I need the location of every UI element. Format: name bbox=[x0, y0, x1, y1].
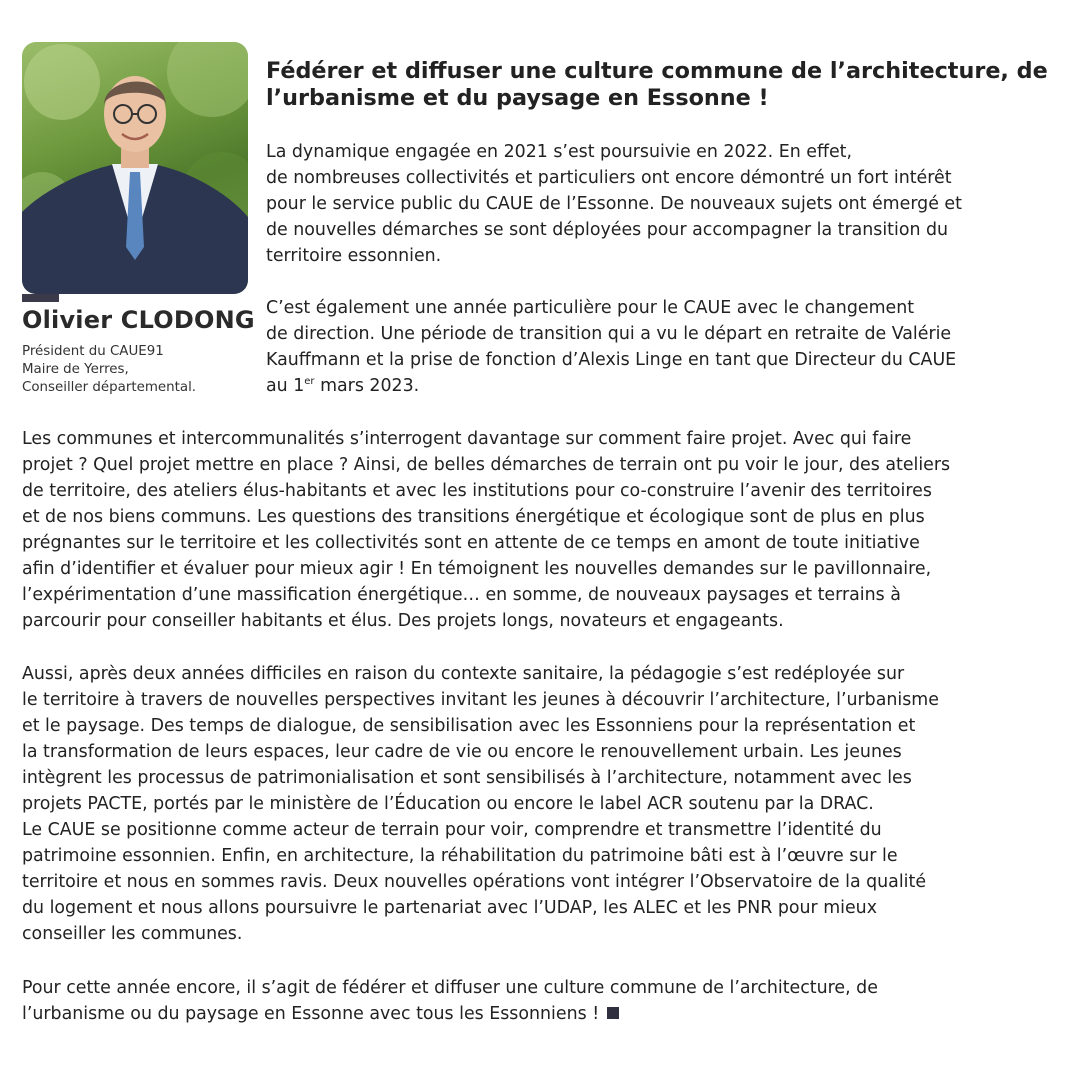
final-text: l’urbanisme ou du paysage en Essonne avec tous les Essonniens ! bbox=[22, 1004, 600, 1024]
text-line: afin d’identifier et évaluer pour mieux agir ! En témoignent les nouvelles demandes sur le pavillonnaire, bbox=[22, 559, 932, 579]
title-line: Fédérer et diffuser une culture commune de l’architecture, de bbox=[266, 58, 1048, 84]
body-paragraph-conclusion bbox=[22, 975, 878, 1027]
date-text: au 1 bbox=[266, 376, 305, 396]
text-line: de direction. Une période de transition qui a vu le départ en retraite de Valérie bbox=[266, 324, 952, 344]
text-line-final bbox=[22, 1001, 878, 1027]
date-ordinal-superscript: er bbox=[304, 376, 315, 387]
text-line: intègrent les processus de patrimonialisation et sont sensibilisés à l’architecture, notamment avec les bbox=[22, 768, 912, 788]
text-line: du logement et nous allons poursuivre le partenariat avec l’UDAP, les ALEC et les PNR pour mieux bbox=[22, 898, 877, 918]
text-line: de nouvelles démarches se sont déployées pour accompagner la transition du bbox=[266, 220, 949, 240]
text-line: La dynamique engagée en 2021 s’est poursuivie en 2022. En effet, bbox=[266, 142, 852, 162]
text-line: Le CAUE se positionne comme acteur de terrain pour voir, comprendre et transmettre l’identité du bbox=[22, 820, 882, 840]
date-text-rest: mars 2023. bbox=[314, 376, 420, 396]
text-line: patrimoine essonnien. Enfin, en architecture, la réhabilitation du patrimoine bâti est à l’œuvre sur le bbox=[22, 846, 898, 866]
author-role: Conseiller départemental. bbox=[22, 380, 197, 395]
intro-paragraph-2 bbox=[266, 295, 956, 399]
article-title bbox=[266, 58, 1056, 112]
body-paragraph-communes bbox=[22, 426, 950, 634]
author-role: Maire de Yerres, bbox=[22, 362, 129, 377]
text-line: territoire et nous en sommes ravis. Deux nouvelles opérations vont intégrer l’Observatoire de la qualité bbox=[22, 872, 927, 892]
author-roles bbox=[22, 343, 196, 397]
text-line: projet ? Quel projet mettre en place ? Ainsi, de belles démarches de terrain ont pu voir le jour, des ateliers bbox=[22, 455, 951, 475]
end-of-article-square-icon bbox=[607, 1007, 619, 1019]
text-line: la transformation de leurs espaces, leur cadre de vie ou encore le renouvellement urbain. Les jeunes bbox=[22, 742, 902, 762]
text-line: pour le service public du CAUE de l’Essonne. De nouveaux sujets ont émergé et bbox=[266, 194, 962, 214]
text-line: Aussi, après deux années difficiles en raison du contexte sanitaire, la pédagogie s’est redéployée sur bbox=[22, 664, 905, 684]
text-line: et de nos biens communs. Les questions des transitions énergétique et écologique sont de plus en plus bbox=[22, 507, 925, 527]
text-line: C’est également une année particulière pour le CAUE avec le changement bbox=[266, 298, 915, 318]
text-line: projets PACTE, portés par le ministère de l’Éducation ou encore le label ACR soutenu par la DRAC. bbox=[22, 794, 874, 814]
text-line: et le paysage. Des temps de dialogue, de sensibilisation avec les Essonniens pour la représentation et bbox=[22, 716, 916, 736]
text-line: prégnantes sur le territoire et les collectivités sont en attente de ce temps en amont de toute initiative bbox=[22, 533, 920, 553]
author-name: Olivier CLODONG bbox=[22, 306, 255, 334]
author-role: Président du CAUE91 bbox=[22, 344, 164, 359]
text-line: Les communes et intercommunalités s’interrogent davantage sur comment faire projet. Avec qui faire bbox=[22, 429, 912, 449]
title-line: l’urbanisme et du paysage en Essonne ! bbox=[266, 85, 769, 111]
text-line: Pour cette année encore, il s’agit de fédérer et diffuser une culture commune de l’architecture, de bbox=[22, 978, 878, 998]
text-line: le territoire à travers de nouvelles perspectives invitant les jeunes à découvrir l’architecture, l’urbanisme bbox=[22, 690, 939, 710]
text-line: conseiller les communes. bbox=[22, 924, 243, 944]
text-line: l’expérimentation d’une massification énergétique… en somme, de nouveaux paysages et terrains à bbox=[22, 585, 901, 605]
text-line: de nombreuses collectivités et particuliers ont encore démontré un fort intérêt bbox=[266, 168, 952, 188]
text-line-date bbox=[266, 373, 956, 399]
intro-paragraph-1 bbox=[266, 139, 962, 269]
portrait-illustration bbox=[22, 42, 248, 294]
photo-accent-bar bbox=[22, 294, 59, 302]
text-line: territoire essonnien. bbox=[266, 246, 442, 266]
text-line: parcourir pour conseiller habitants et élus. Des projets longs, novateurs et engageants. bbox=[22, 611, 784, 631]
text-line: de territoire, des ateliers élus-habitants et avec les institutions pour co-construire l’avenir des territoires bbox=[22, 481, 932, 501]
body-paragraph-pedagogie bbox=[22, 661, 939, 947]
text-line: Kauffmann et la prise de fonction d’Alexis Linge en tant que Directeur du CAUE bbox=[266, 350, 957, 370]
author-portrait-photo bbox=[22, 42, 248, 294]
